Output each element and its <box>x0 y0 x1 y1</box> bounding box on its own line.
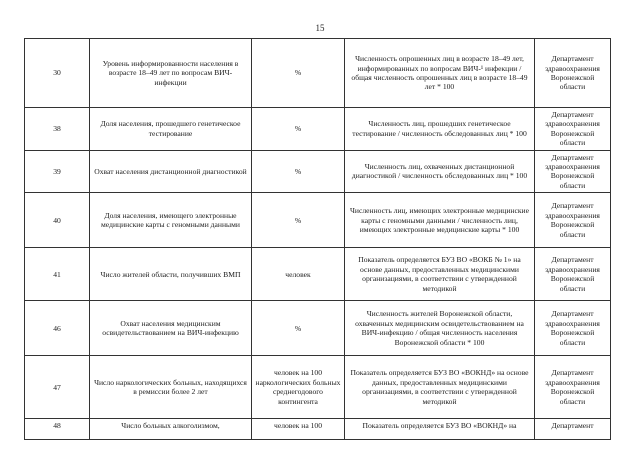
responsible-body: Департамент здравоохранения Воронежской области <box>535 193 611 248</box>
calculation-method: Показатель определяется БУЗ ВО «ВОКНД» на основе данных, предоставленных медицинскими организациями, в соответствии с утвержденной методикой <box>345 356 535 419</box>
calculation-method: Численность жителей Воронежской области, охваченных медицинским освидетельствованием на ВИЧ-инфекцию / общая численность населения Воронежской области * 100 <box>345 301 535 356</box>
unit-of-measure: % <box>252 150 345 193</box>
unit-of-measure: % <box>252 39 345 108</box>
responsible-body: Департамент здравоохранения Воронежской области <box>535 248 611 301</box>
table-row <box>25 39 611 108</box>
responsible-body: Департамент здравоохранения Воронежской области <box>535 108 611 151</box>
indicator-name: Уровень информированности населения в возрасте 18–49 лет по вопросам ВИЧ-инфекции <box>90 39 252 108</box>
calculation-method: Численность лиц, имеющих электронные медицинские карты с геномными данными / численность лиц, имеющих электронные медицинские карты * 100 <box>345 193 535 248</box>
table-row <box>25 356 611 419</box>
unit-of-measure: человек на 100 наркологических больных среднегодового контингента <box>252 356 345 419</box>
table-row <box>25 150 611 193</box>
indicator-name: Доля населения, прошедшего генетическое тестирование <box>90 108 252 151</box>
unit-of-measure: % <box>252 108 345 151</box>
row-number: 46 <box>25 301 90 356</box>
calculation-method: Численность лиц, охваченных дистанционной диагностикой / численность обследованных лиц * 100 <box>345 150 535 193</box>
indicator-name: Число больных алкоголизмом, <box>90 419 252 440</box>
row-number: 38 <box>25 108 90 151</box>
responsible-body: Департамент здравоохранения Воронежской области <box>535 39 611 108</box>
table-row <box>25 248 611 301</box>
row-number: 47 <box>25 356 90 419</box>
indicator-name: Охват населения дистанционной диагностикой <box>90 150 252 193</box>
unit-of-measure: % <box>252 301 345 356</box>
row-number: 39 <box>25 150 90 193</box>
indicator-name: Число наркологических больных, находящихся в ремиссии более 2 лет <box>90 356 252 419</box>
indicator-name: Доля населения, имеющего электронные медицинские карты с геномными данными <box>90 193 252 248</box>
responsible-body: Департамент здравоохранения Воронежской области <box>535 356 611 419</box>
responsible-body: Департамент <box>535 419 611 440</box>
table-row <box>25 301 611 356</box>
row-number: 41 <box>25 248 90 301</box>
calculation-method: Численность опрошенных лиц в возрасте 18–49 лет, информированных по вопросам ВИЧ-¹ инфекции / общая численность опрошенных лиц в возрасте 18–49 лет * 100 <box>345 39 535 108</box>
responsible-body: Департамент здравоохранения Воронежской области <box>535 301 611 356</box>
page-number: 15 <box>315 23 325 33</box>
row-number: 30 <box>25 39 90 108</box>
calculation-method: Показатель определяется БУЗ ВО «ВОКНД» на <box>345 419 535 440</box>
calculation-method: Показатель определяется БУЗ ВО «ВОКБ № 1» на основе данных, предоставленных медицинскими организациями, в соответствии с утвержденной методикой <box>345 248 535 301</box>
unit-of-measure: человек на 100 <box>252 419 345 440</box>
calculation-method: Численность лиц, прошедших генетическое тестирование / численность обследованных лиц * 100 <box>345 108 535 151</box>
table-row <box>25 193 611 248</box>
unit-of-measure: человек <box>252 248 345 301</box>
indicators-table <box>24 38 611 440</box>
indicator-name: Охват населения медицинским освидетельствованием на ВИЧ-инфекцию <box>90 301 252 356</box>
table-row <box>25 108 611 151</box>
row-number: 40 <box>25 193 90 248</box>
responsible-body: Департамент здравоохранения Воронежской области <box>535 150 611 193</box>
unit-of-measure: % <box>252 193 345 248</box>
table-row <box>25 419 611 440</box>
row-number: 48 <box>25 419 90 440</box>
indicator-name: Число жителей области, получивших ВМП <box>90 248 252 301</box>
